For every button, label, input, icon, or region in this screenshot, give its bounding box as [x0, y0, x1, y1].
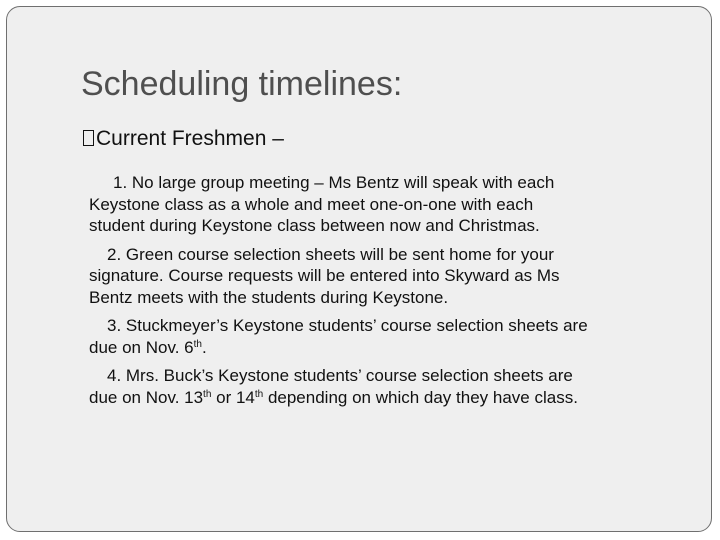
item-4-line-2 — [89, 387, 699, 409]
item-4-or-text: or 14 — [211, 387, 255, 407]
item-3-ordinal-suffix: th — [193, 338, 202, 350]
bullet-current-freshmen — [83, 127, 284, 151]
slide-title: Scheduling timelines: — [81, 65, 403, 103]
timeline-item-4 — [89, 365, 699, 408]
item-1-line-1: 1. No large group meeting – Ms Bentz will speak with each — [113, 173, 555, 192]
item-2-line-2: signature. Course requests will be entered into Skyward as Ms — [89, 266, 560, 285]
item-4-line-1: 4. Mrs. Buck’s Keystone students’ course selection sheets are — [107, 366, 573, 385]
item-4-ordinal-suffix-1: th — [203, 388, 212, 400]
timeline-items — [89, 172, 699, 415]
timeline-item-2 — [89, 244, 699, 309]
item-3-line-2 — [89, 337, 699, 359]
item-1-line-3: student during Keystone class between now and Christmas. — [89, 216, 540, 235]
item-2-line-3: Bentz meets with the students during Keystone. — [89, 287, 449, 307]
item-4-tail-text: depending on which day they have class. — [263, 387, 578, 407]
item-4-ordinal-suffix-2: th — [254, 388, 264, 400]
slide — [6, 6, 712, 532]
bullet-text: Current Freshmen – — [96, 127, 284, 150]
item-3-due-text: due on Nov. 6 — [89, 337, 194, 357]
item-3-line-1: 3. Stuckmeyer’s Keystone students’ course selection sheets are — [107, 316, 588, 335]
item-1-line-2: Keystone class as a whole and meet one-on-one with each — [89, 194, 534, 214]
timeline-item-1 — [89, 172, 699, 237]
item-4-due-text: due on Nov. 13 — [89, 387, 204, 407]
item-2-line-1: 2. Green course selection sheets will be sent home for your — [107, 244, 554, 264]
timeline-item-3 — [89, 315, 699, 358]
item-3-period: . — [201, 337, 207, 357]
square-bullet-icon — [83, 130, 94, 146]
